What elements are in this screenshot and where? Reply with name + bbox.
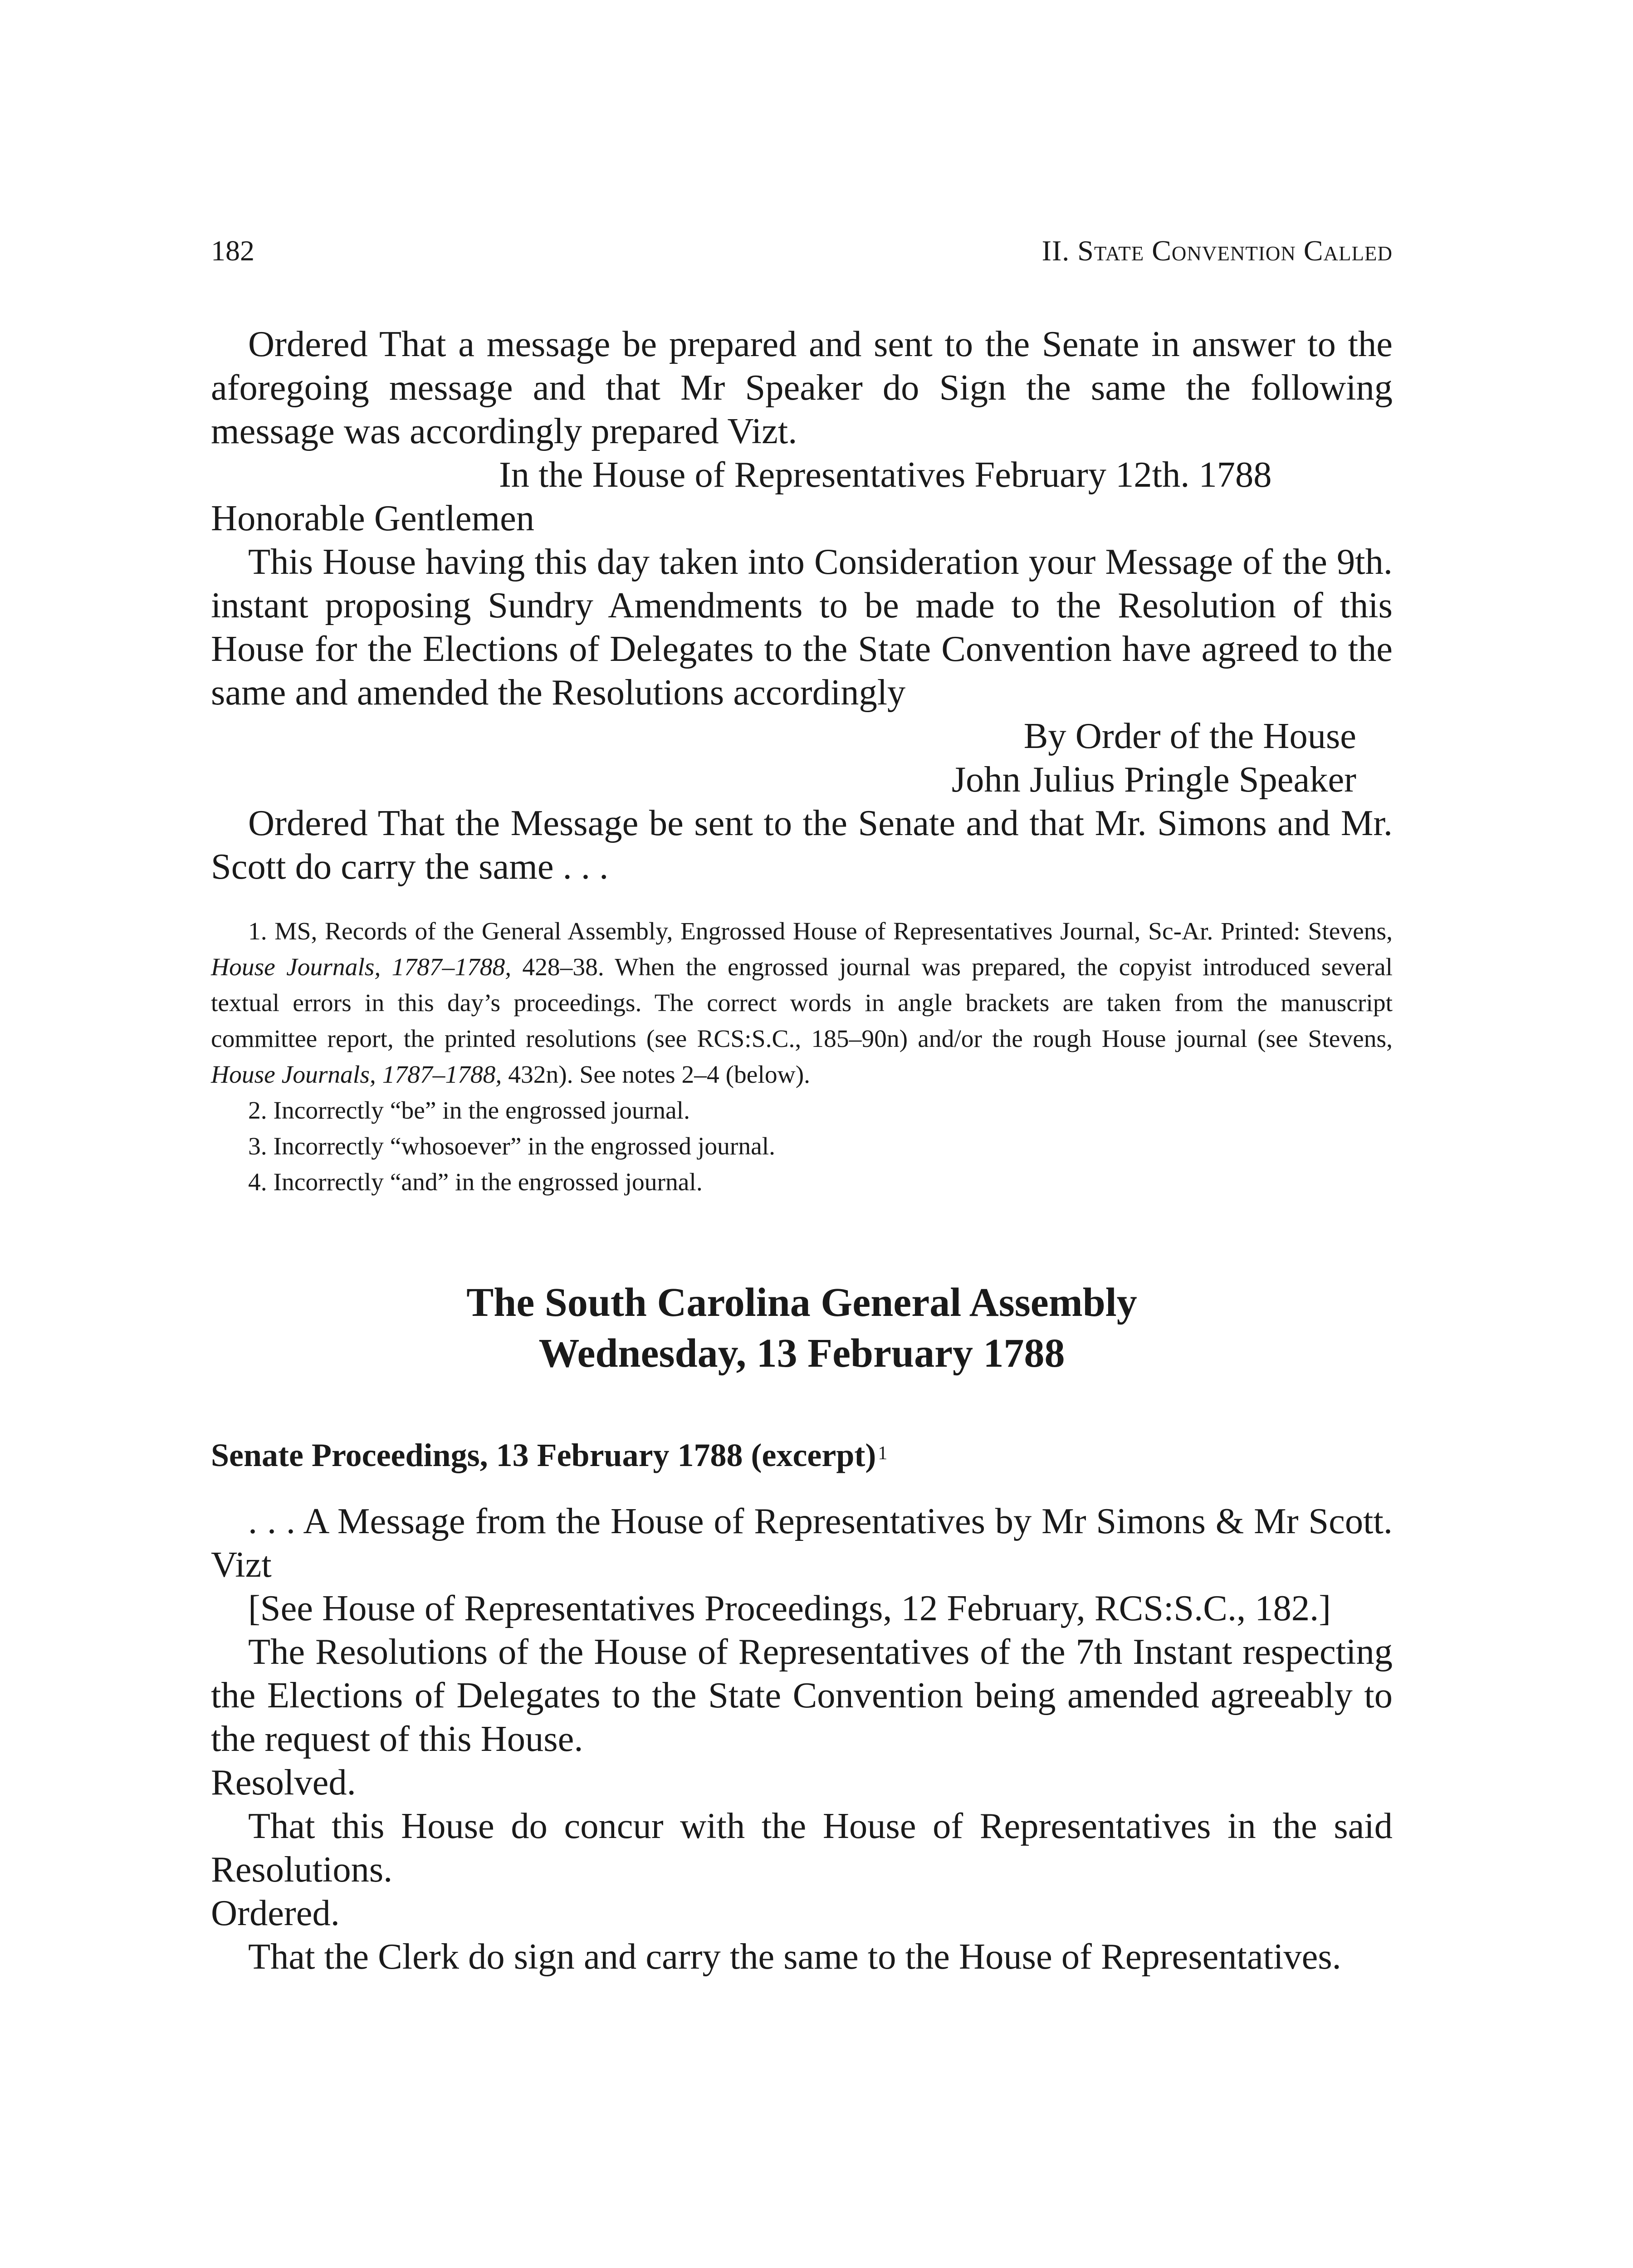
running-head — [211, 229, 1393, 273]
message-closing-order: By Order of the House — [1023, 716, 1356, 756]
footnote-1-title-a: House Journals, 1787–1788, — [211, 953, 512, 981]
senate-message-paragraph: . . . A Message from the House of Representatives by Mr Simons & Mr Scott. Vizt — [211, 1501, 1393, 1585]
footnotes — [211, 914, 1393, 1200]
senate-concur-paragraph: That this House do concur with the House of Representatives in the said Resolutions. — [211, 1806, 1393, 1890]
document-page — [211, 229, 1393, 1979]
footnote-3: 3. Incorrectly “whosoever” in the engrossed journal. — [248, 1133, 776, 1160]
message-signature: John Julius Pringle Speaker — [951, 759, 1356, 800]
message-body: This House having this day taken into Consideration your Message of the 9th. instant proposing Sundry Amendments to be made to the Resolution of this House for the Elections of Delegates to the State Convention have agreed to the same and amended the Resolutions accordingly — [211, 542, 1393, 713]
message-dateline: In the House of Representatives February 12th. 1788 — [499, 455, 1272, 495]
event-title-line-2: Wednesday, 13 February 1788 — [538, 1331, 1065, 1376]
footnote-2: 2. Incorrectly “be” in the engrossed journal. — [248, 1097, 690, 1124]
footnote-4: 4. Incorrectly “and” in the engrossed journal. — [248, 1168, 703, 1196]
senate-resolved-label: Resolved. — [211, 1762, 356, 1803]
order-paragraph: Ordered That a message be prepared and sent to the Senate in answer to the aforegoing message and that Mr Speaker do Sign the same the following message was accordingly prepared Vizt. — [211, 324, 1393, 451]
footnote-1-part-a: 1. MS, Records of the General Assembly, Engrossed House of Representatives Journal, Sc-Ar. Printed: Stevens, — [248, 918, 1393, 945]
page-number: 182 — [211, 235, 254, 267]
event-title — [211, 1277, 1393, 1379]
message-salutation: Honorable Gentlemen — [211, 498, 535, 538]
senate-proceedings-heading — [211, 1433, 1393, 1477]
senate-heading-text: Senate Proceedings, 13 February 1788 (excerpt) — [211, 1437, 876, 1473]
footnote-1-part-c: 428–38. When the engrossed journal was prepared, the copyist introduced several textual errors in this day’s proceedings. The correct words in angle brackets are taken from the manuscript committee report, the printed resolutions (see RCS:S.C., 185–90n) and/or the rough House journal (see Stevens, — [211, 953, 1393, 1053]
senate-ordered-label: Ordered. — [211, 1893, 340, 1933]
senate-cross-reference: [See House of Representatives Proceedings, 12 February, RCS:S.C., 182.] — [248, 1588, 1331, 1628]
order-carry-paragraph: Ordered That the Message be sent to the Senate and that Mr. Simons and Mr. Scott do carry the same . . . — [211, 803, 1393, 887]
event-title-line-1: The South Carolina General Assembly — [466, 1280, 1137, 1325]
senate-proceedings-text — [211, 1500, 1393, 1979]
footnote-1 — [211, 914, 1393, 1093]
footnote-1-title-b: House Journals, 1787–1788, — [211, 1061, 502, 1089]
senate-heading-note-ref: 1 — [878, 1443, 888, 1464]
footnote-1-part-e: 432n). See notes 2–4 (below). — [502, 1061, 811, 1089]
section-title: II. State Convention Called — [1041, 235, 1393, 267]
senate-resolutions-paragraph: The Resolutions of the House of Representatives of the 7th Instant respecting the Elections of Delegates to the State Convention being amended agreeably to the request of this House. — [211, 1632, 1393, 1759]
house-proceedings-text — [211, 323, 1393, 889]
senate-clerk-paragraph: That the Clerk do sign and carry the same to the House of Representatives. — [248, 1936, 1341, 1977]
